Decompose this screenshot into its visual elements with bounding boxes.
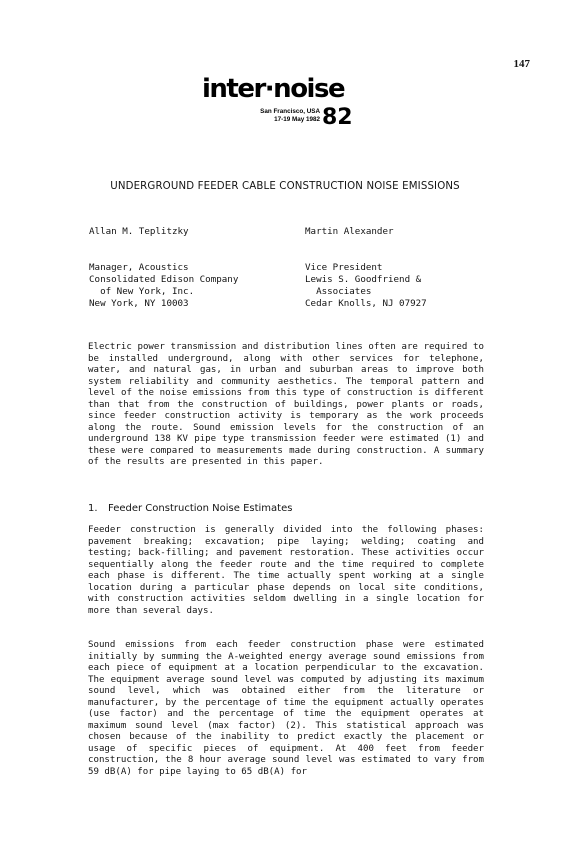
logo-caption [230, 108, 320, 124]
conference-dates: 17-19 May 1982 [274, 116, 320, 123]
page-number: 147 [513, 58, 530, 70]
section-title: Feeder Construction Noise Estimates [108, 503, 293, 514]
author-name-2: Martin Alexander [305, 226, 394, 237]
logo-year: 82 [322, 105, 353, 130]
section-number: 1. [88, 503, 98, 514]
body-paragraph-1: Feeder construction is generally divided into the following phases: pavement breaking; excavation; pipe laying; welding; coating and testing; back-filling; and pavement restoration. These activities occur sequentially along the feeder route and the time required to complete each phase is different. The time actually spent working at a single location during a particular phase depends on local site conditions, with construction activities seldom dwelling in a single location for more than several days. [88, 525, 484, 616]
author-name-1: Allan M. Teplitzky [89, 226, 189, 237]
author-affiliation-2: Vice President Lewis S. Goodfriend & Associates Cedar Knolls, NJ 07927 [305, 262, 427, 310]
paper-title: UNDERGROUND FEEDER CABLE CONSTRUCTION NOISE EMISSIONS [110, 181, 460, 192]
section-heading [88, 503, 292, 514]
conference-location: San Francisco, USA [260, 108, 320, 115]
body-paragraph-2: Sound emissions from each feeder construction phase were estimated initially by summing the A-weighted energy average sound emissions from each piece of equipment at a location perpendicular to the excavation. The equipment average sound level was computed by adjusting its maximum sound level, which was obtained either from the literature or manufacturer, by the percentage of time the equipment actually operates (use factor) and the percentage of time the equipment operates at maximum sound level (max factor) (2). This statistical approach was chosen because of the inability to predict exactly the placement or usage of specific pieces of equipment. At 400 feet from feeder construction, the 8 hour average sound level was estimated to vary from 59 dB(A) for pipe laying to 65 dB(A) for [88, 640, 484, 778]
author-affiliation-1: Manager, Acoustics Consolidated Edison Company of New York, Inc. New York, NY 10003 [89, 262, 239, 310]
conference-logo [198, 74, 358, 134]
logo-wordmark: inter·noise [202, 74, 345, 104]
abstract-paragraph: Electric power transmission and distribution lines often are required to be installed underground, along with other services for telephone, water, and natural gas, in urban and suburban areas to improve both system reliability and community aesthetics. The temporal pattern and level of the noise emissions from this type of construction is different than that from the construction of buildings, power plants or roads, since feeder construction activity is temporary as the work proceeds along the route. Sound emission levels for the construction of an underground 138 KV pipe type transmission feeder were estimated (1) and these were compared to measurements made during construction. A summary of the results are presented in this paper. [88, 342, 484, 468]
